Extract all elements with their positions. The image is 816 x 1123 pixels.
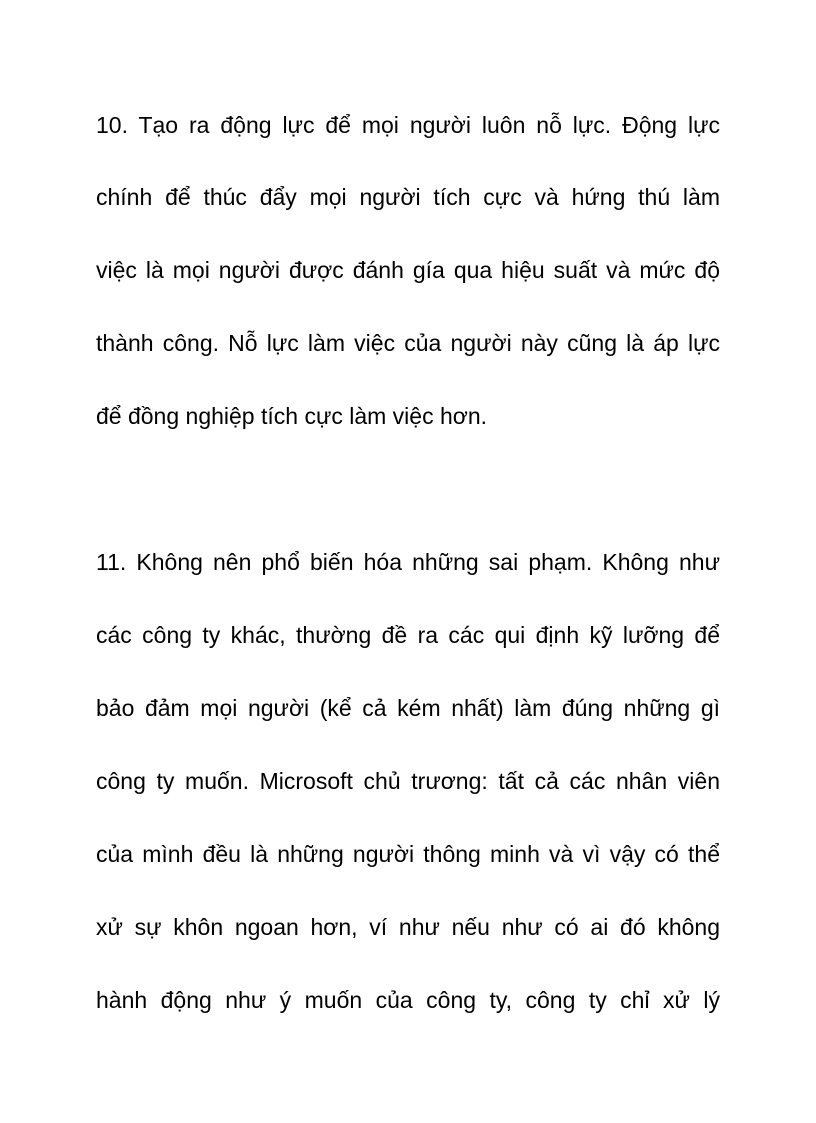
paragraph-10-line-2: chính để thúc đẩy mọi người tích cực và hứng thú làm bbox=[96, 184, 720, 210]
paragraph-10-line-3: việc là mọi người được đánh gía qua hiệu suất và mức độ bbox=[96, 257, 720, 283]
paragraph-11-line-3: bảo đảm mọi người (kể cả kém nhất) làm đúng những gì bbox=[96, 695, 720, 721]
paragraph-11-line-7: hành động như ý muốn của công ty, công ty chỉ xử lý bbox=[96, 987, 720, 1013]
paragraph-11-line-4: công ty muốn. Microsoft chủ trương: tất cả các nhân viên bbox=[96, 768, 720, 794]
paragraph-11-line-6: xử sự khôn ngoan hơn, ví như nếu như có ai đó không bbox=[96, 914, 720, 940]
paragraph-11-line-2: các công ty khác, thường đề ra các qui định kỹ lưỡng để bbox=[96, 622, 720, 648]
paragraph-11-line-5: của mình đều là những người thông minh và vì vậy có thể bbox=[96, 841, 720, 867]
paragraph-10-line-1: 10. Tạo ra động lực để mọi người luôn nỗ lực. Động lực bbox=[96, 112, 720, 138]
paragraph-10-line-5: để đồng nghiệp tích cực làm việc hơn. bbox=[96, 403, 488, 429]
paragraph-11-line-1: 11. Không nên phổ biến hóa những sai phạm. Không như bbox=[96, 549, 720, 575]
paragraph-10-line-4: thành công. Nỗ lực làm việc của người này cũng là áp lực bbox=[96, 330, 720, 356]
